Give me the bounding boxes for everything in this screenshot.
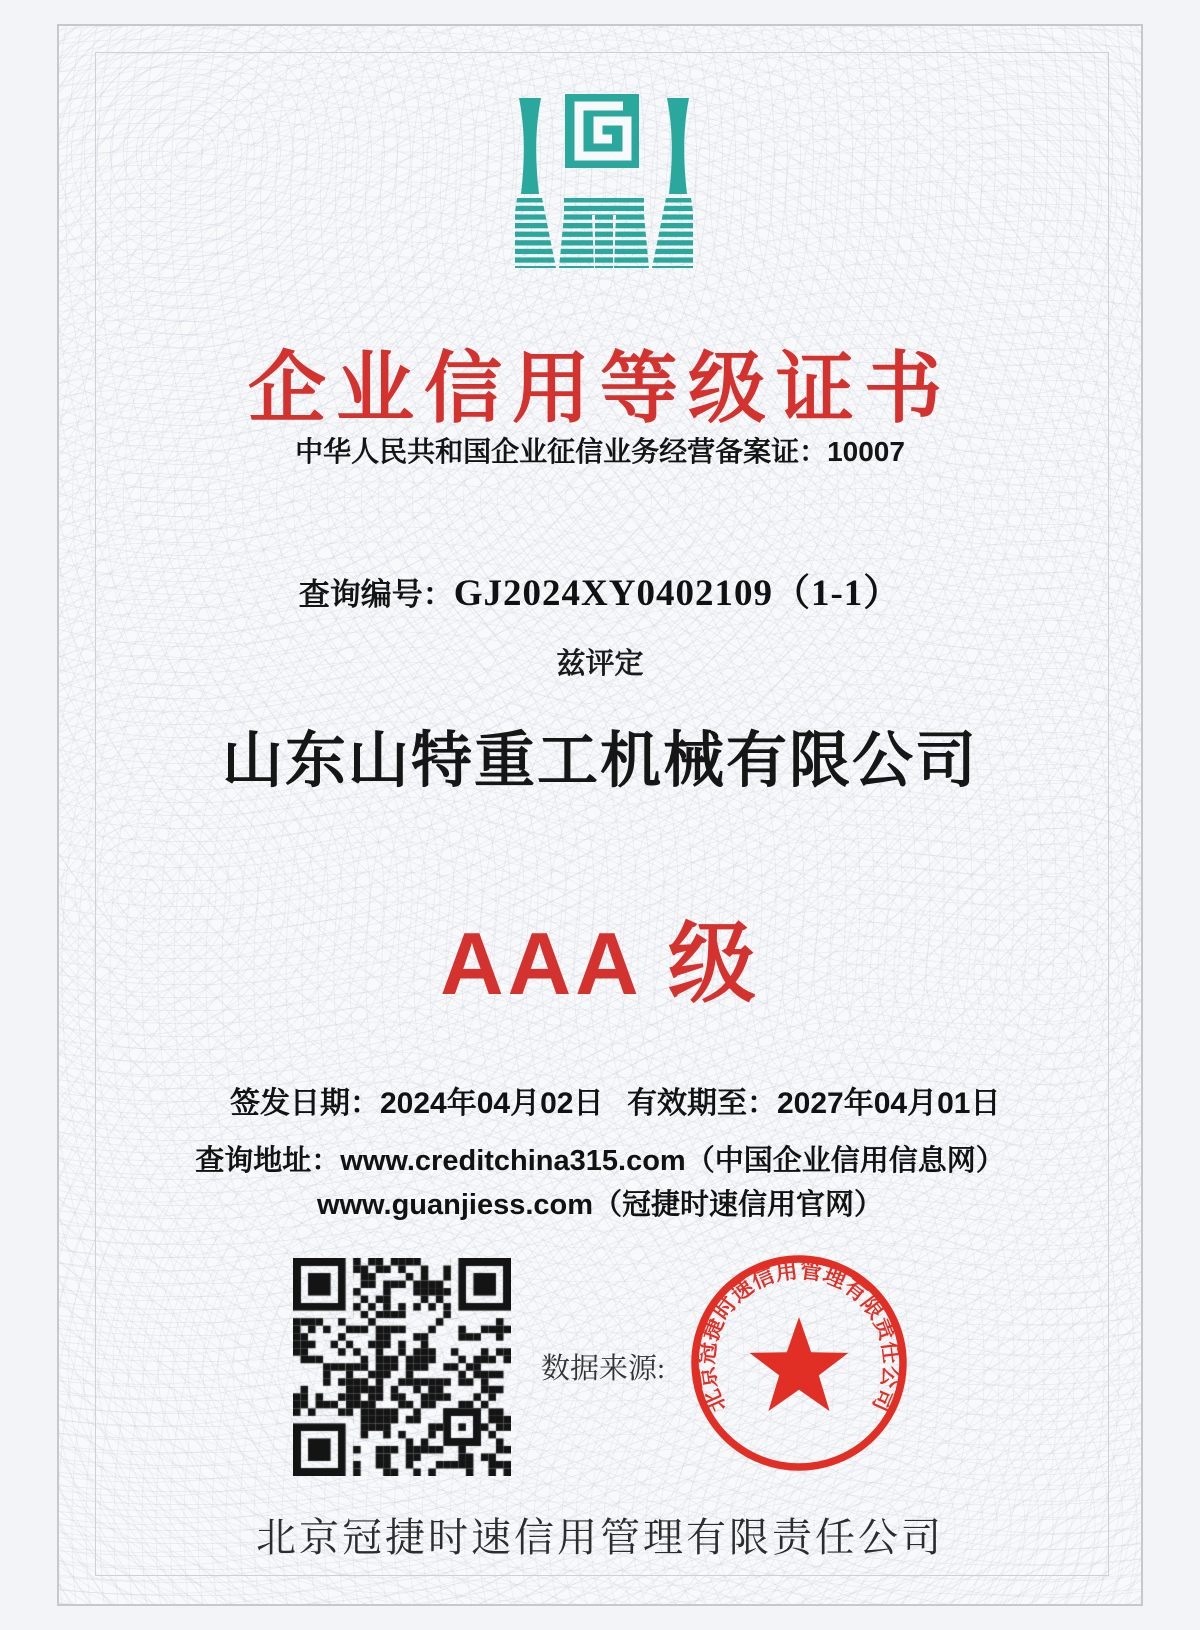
rating-grade: AAA 级 (440, 914, 760, 1013)
issue-date-label: 签发日期： (230, 1087, 380, 1120)
valid-until (627, 1078, 1000, 1122)
valid-until-value: 2027年04月01日 (777, 1087, 1001, 1120)
query-address-line2: www.guanjiess.com（冠捷时速信用官网） (316, 1189, 884, 1221)
query-number-value: GJ2024XY0402109（1-1） (453, 573, 902, 614)
valid-until-label: 有效期至： (627, 1087, 777, 1120)
seal-star-icon (750, 1317, 849, 1411)
dates-row (59, 1078, 1141, 1118)
query-address-label: 查询地址： (195, 1145, 341, 1177)
query-number-label: 查询编号： (298, 577, 454, 612)
certificate-title: 企业信用等级证书 (247, 344, 952, 432)
certificate (57, 24, 1143, 1606)
assess-intro: 兹评定 (556, 648, 644, 680)
record-number-subtitle: 中华人民共和国企业征信业务经营备案证：10007 (295, 436, 905, 467)
company-name: 山东山特重工机械有限公司 (221, 728, 978, 795)
issue-date (230, 1078, 603, 1122)
query-number-row (59, 562, 1141, 616)
query-address-url1: www.creditchina315.com（中国企业信用信息网） (340, 1145, 1005, 1177)
issue-date-value: 2024年04月02日 (380, 1087, 604, 1120)
qr-code (293, 1258, 511, 1476)
query-address-line1 (59, 1138, 1141, 1179)
issuer-name: 北京冠捷时速信用管理有限责任公司 (256, 1516, 944, 1560)
data-source-label: 数据来源: (541, 1353, 666, 1385)
seal-arc-text: 北京冠捷时速信用管理有限责任公司 (693, 1257, 905, 1417)
company-seal-icon (679, 1243, 919, 1483)
credit-agency-logo-icon (515, 94, 693, 272)
